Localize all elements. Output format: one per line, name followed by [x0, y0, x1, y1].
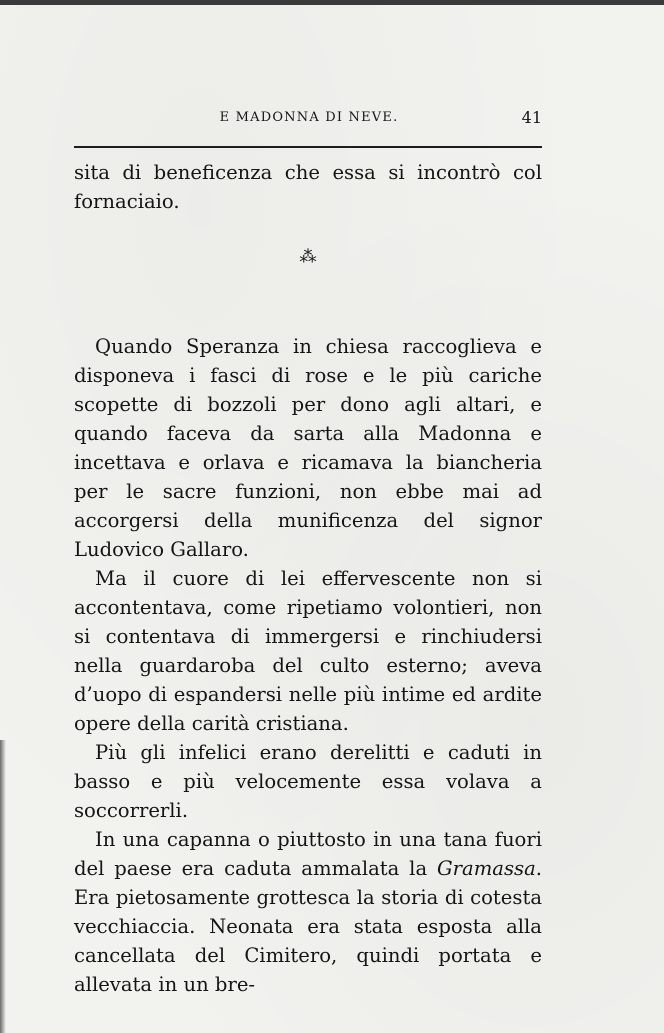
- scan-top-edge: [0, 0, 664, 5]
- section-ornament: [74, 216, 542, 332]
- paragraph: Quando Speranza in chiesa raccoglieva e disponeva i fasci di rose e le più cariche scopette di bozzoli per dono agli altari, e quando faceva da sarta alla Madonna e incettava e orlava e ricamava la biancheria per le sacre funzioni, non ebbe mai ad accorgersi della munificenza del signor Ludovico Gallaro.: [74, 335, 542, 561]
- asterism-icon: ⁂: [299, 247, 317, 267]
- paragraph-gramassa: [74, 825, 542, 999]
- paragraph: Più gli infelici erano derelitti e caduti in basso e più velocemente essa volava a soccorrerli.: [74, 741, 542, 822]
- paragraph: Ma il cuore di lei effervescente non si accontentava, come ripetiamo volontieri, non si contentava di immergersi e rinchiudersi nella guardaroba del culto esterno; aveva d’uopo di espandersi nelle più intime ed ardite opere della carità cristiana.: [74, 567, 542, 735]
- italic-name: Gramassa: [437, 857, 536, 880]
- body-text: [74, 158, 542, 999]
- running-head: [76, 108, 542, 132]
- header-rule: [74, 146, 542, 148]
- page-number: 41: [521, 108, 542, 127]
- running-title: E MADONNA DI NEVE.: [219, 110, 399, 125]
- paragraph-text: . Era pietosamente grottesca la storia di cotesta vecchiaccia. Neonata era stata esposta alla cancellata del Cimitero, quindi portata e allevata in un bre-: [74, 857, 542, 996]
- paragraph-text: In una capanna o piuttosto in una tana fuori del paese era caduta ammalata la: [74, 828, 542, 880]
- scan-binding-edge: [0, 740, 6, 1033]
- continuation-paragraph: sita di beneficenza che essa si incontrò col fornaciaio.: [74, 161, 542, 213]
